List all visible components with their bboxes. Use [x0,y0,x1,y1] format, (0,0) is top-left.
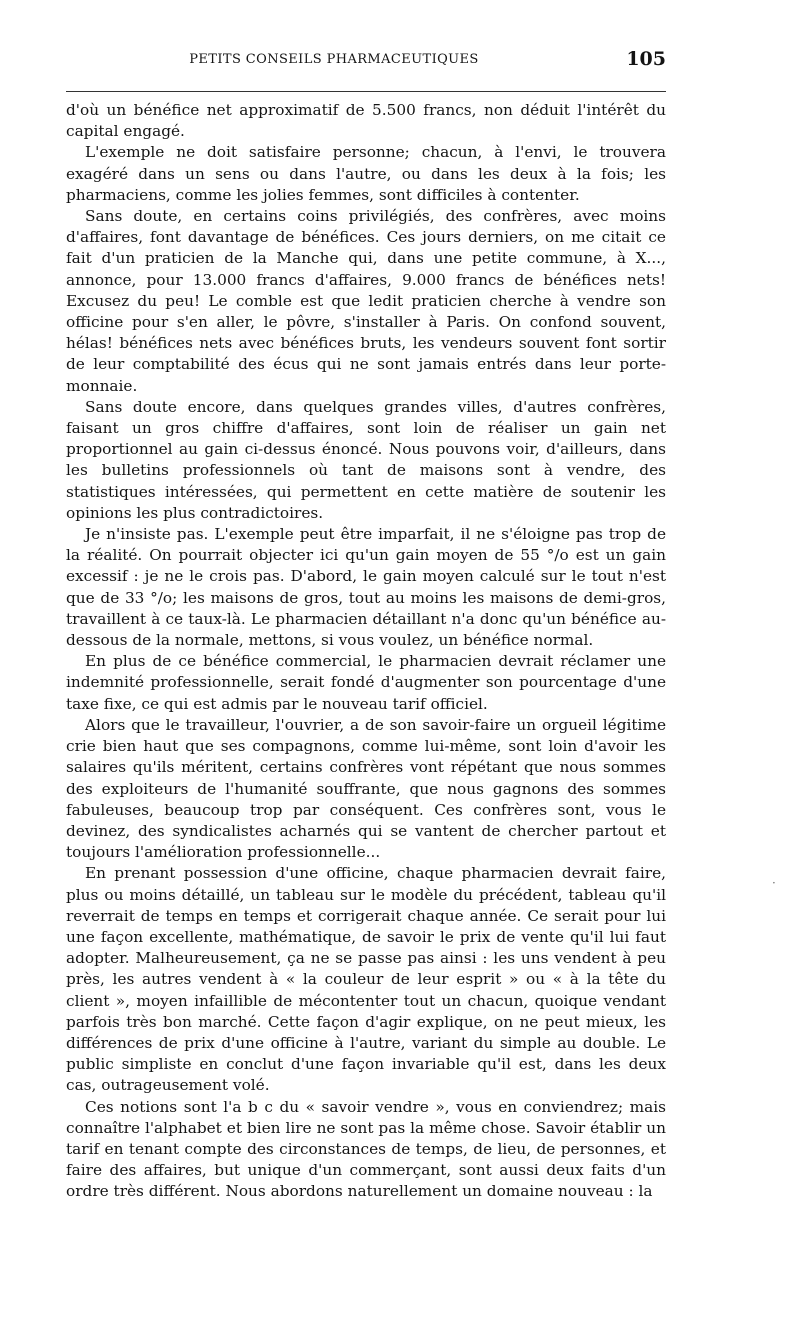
paragraph-2: L'exemple ne doit satisfaire personne; chacun, à l'envi, le trouvera exagéré dans un sens ou dans l'autre, ou dans les deux à la fois; les pharmaciens, comme les jolies femmes, sont difficiles à contenter. [66,143,666,204]
margin-speck: · [772,876,776,890]
paragraph-3: Sans doute, en certains coins privilégiés, des confrères, avec moins d'affaires, font davantage de bénéfices. Ces jours derniers, on me citait ce fait d'un praticien de la Manche qui, dans une petite commune, à X..., annonce, pour 13.000 francs d'affaires, 9.000 francs de bénéfices nets! Excusez du peu! Le comble est que ledit praticien cherche à vendre son officine pour s'en aller, le pôvre, s'installer à Paris. On confond souvent, hélas! bénéfices nets avec bénéfices bruts, les vendeurs souvent font sortir de leur comptabilité des écus qui ne sont jamais entrés dans leur porte-monnaie. [66,207,666,395]
paragraph-6: En plus de ce bénéfice commercial, le pharmacien devrait réclamer une indemnité professionnelle, serait fondé d'augmenter son pourcentage d'une taxe fixe, ce qui est admis par le nouveau tarif officiel. [66,652,666,713]
paragraph-9: Ces notions sont l'a b c du « savoir vendre », vous en conviendrez; mais connaître l'alphabet et bien lire ne sont pas la même chose. Savoir établir un tarif en tenant compte des circonstances de temps, de lieu, de personnes, et faire des affaires, but unique d'un commerçant, sont aussi deux faits d'un ordre très différent. Nous abordons naturellement un domaine nouveau : la [66,1097,666,1201]
running-title: PETITS CONSEILS PHARMACEUTIQUES [189,52,479,67]
paragraph-4: Sans doute encore, dans quelques grandes villes, d'autres confrères, faisant un gros chiffre d'affaires, sont loin de réaliser un gain net proportionnel au gain ci-dessus énoncé. Nous pouvons voir, d'ailleurs, dans les bulletins professionnels où tant de maisons sont à vendre, des statistiques intéressées, qui permettent en cette matière de soutenir les opinions les plus contradictoires. [66,397,666,522]
page-number: 105 [626,48,666,70]
paragraph-5: Je n'insiste pas. L'exemple peut être imparfait, il ne s'éloigne pas trop de la réalité. On pourrait objecter ici qu'un gain moyen de 55 °/o est un gain excessif : je ne le crois pas. D'abord, le gain moyen calculé sur le tout n'est que de 33 °/o; les maisons de gros, tout au moins les maisons de demi-gros, travaillent à ce taux-là. Le pharmacien détaillant n'a donc qu'un bénéfice au-dessous de la normale, mettons, si vous voulez, un bénéfice normal. [66,525,666,650]
header-rule [66,91,666,92]
paragraph-8: En prenant possession d'une officine, chaque pharmacien devrait faire, plus ou moins détaillé, un tableau sur le modèle du précédent, tableau qu'il reverrait de temps en temps et corrigerait chaque année. Ce serait pour lui une façon excellente, mathématique, de savoir le prix de vente qu'il lui faut adopter. Malheureusement, ça ne se passe pas ainsi : les uns vendent à peu près, les autres vendent à « la couleur de leur esprit » ou « à la tête du client », moyen infaillible de mécontenter tout un chacun, quoique vendant parfois très bon marché. Cette façon d'agir explique, on ne peut mieux, les différences de prix d'une officine à l'autre, variant du simple au double. Le public simpliste en conclut d'une façon invariable qu'il est, dans les deux cas, outrageusement volé. [66,864,666,1095]
page-header [66,48,666,82]
paragraph-1: d'où un bénéfice net approximatif de 5.500 francs, non déduit l'intérêt du capital engagé. [66,101,666,141]
body-text [66,100,666,1203]
paragraph-7: Alors que le travailleur, l'ouvrier, a de son savoir-faire un orgueil légitime crie bien haut que ses compagnons, comme lui-même, sont loin d'avoir les salaires qu'ils méritent, certains confrères vont répétant que nous sommes des exploiteurs de l'humanité souffrante, que nous gagnons des sommes fabuleuses, beaucoup trop par conséquent. Ces confrères sont, vous le devinez, des syndicalistes acharnés qui se vantent de chercher partout et toujours l'amélioration professionnelle... [66,715,666,862]
